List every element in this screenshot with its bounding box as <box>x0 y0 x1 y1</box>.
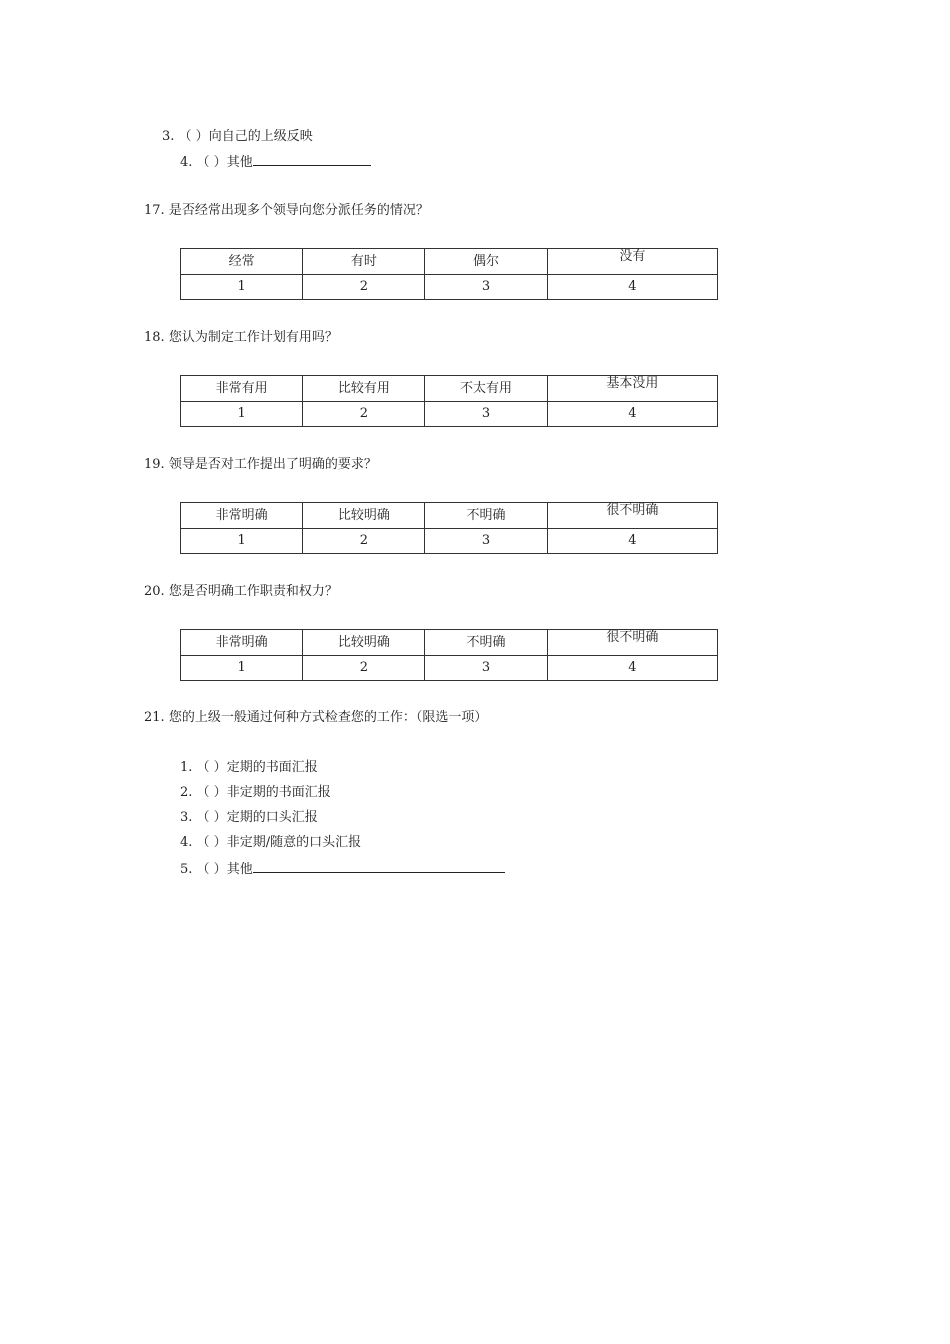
rating-label: 比较明确 <box>303 630 425 656</box>
table-header-row <box>181 630 718 656</box>
rating-table-20 <box>180 629 718 681</box>
question-19 <box>144 456 377 474</box>
question-20 <box>144 583 338 601</box>
option-text: 非定期/随意的口头汇报 <box>226 835 362 850</box>
option-checkbox[interactable]: （ ） <box>196 835 227 850</box>
table-header-row <box>181 503 718 529</box>
option-item <box>180 834 361 852</box>
rating-label: 非常明确 <box>181 630 303 656</box>
option-number: 1. <box>180 760 193 775</box>
table-header-row <box>181 376 718 402</box>
question-number: 18. <box>144 330 165 345</box>
rating-value[interactable]: 2 <box>303 656 425 681</box>
rating-value[interactable]: 4 <box>547 529 717 554</box>
rating-label: 很不明确 <box>547 503 717 529</box>
rating-value[interactable]: 4 <box>547 656 717 681</box>
question-number: 19. <box>144 457 165 472</box>
question-18 <box>144 329 338 347</box>
rating-value[interactable]: 3 <box>425 275 547 300</box>
option-checkbox[interactable]: （ ） <box>178 129 209 144</box>
rating-label: 基本没用 <box>547 376 717 402</box>
option-number: 4. <box>180 835 193 850</box>
question-text: 您的上级一般通过何种方式检查您的工作：（限选一项） <box>168 710 488 725</box>
rating-value[interactable]: 2 <box>303 402 425 427</box>
rating-label: 不明确 <box>425 630 547 656</box>
option-item <box>180 759 318 777</box>
option-text: 非定期的书面汇报 <box>226 785 331 800</box>
rating-table-18 <box>180 375 718 427</box>
option-text: 定期的书面汇报 <box>226 760 318 775</box>
option-checkbox[interactable]: （ ） <box>196 155 227 170</box>
rating-label: 不太有用 <box>425 376 547 402</box>
rating-value[interactable]: 1 <box>181 402 303 427</box>
question-number: 20. <box>144 584 165 599</box>
rating-value[interactable]: 2 <box>303 529 425 554</box>
rating-label: 不明确 <box>425 503 547 529</box>
question-number: 17. <box>144 203 165 218</box>
option-checkbox[interactable]: （ ） <box>196 785 227 800</box>
option-number: 4. <box>180 155 193 170</box>
rating-value[interactable]: 1 <box>181 275 303 300</box>
rating-value[interactable]: 3 <box>425 529 547 554</box>
rating-value[interactable]: 2 <box>303 275 425 300</box>
option-number: 3. <box>180 810 193 825</box>
rating-table-17 <box>180 248 718 300</box>
table-header-row <box>181 249 718 275</box>
rating-label: 经常 <box>181 249 303 275</box>
question-text: 是否经常出现多个领导向您分派任务的情况？ <box>168 203 429 218</box>
rating-value[interactable]: 3 <box>425 402 547 427</box>
rating-value[interactable]: 4 <box>547 275 717 300</box>
option-number: 5. <box>180 862 193 877</box>
rating-label: 非常明确 <box>181 503 303 529</box>
option-number: 3. <box>162 129 175 144</box>
option-text: 其他 <box>226 862 253 877</box>
rating-table-19 <box>180 502 718 554</box>
question-number: 21. <box>144 710 165 725</box>
option-item <box>180 152 371 172</box>
rating-value[interactable]: 1 <box>181 656 303 681</box>
rating-label: 偶尔 <box>425 249 547 275</box>
question-text: 您是否明确工作职责和权力？ <box>168 584 338 599</box>
fill-in-blank[interactable] <box>253 859 505 873</box>
table-value-row <box>181 529 718 554</box>
option-checkbox[interactable]: （ ） <box>196 810 227 825</box>
option-item <box>180 784 331 802</box>
rating-value[interactable]: 4 <box>547 402 717 427</box>
question-text: 您认为制定工作计划有用吗？ <box>168 330 338 345</box>
question-17 <box>144 202 429 220</box>
option-text: 定期的口头汇报 <box>226 810 318 825</box>
rating-label: 非常有用 <box>181 376 303 402</box>
rating-label: 比较明确 <box>303 503 425 529</box>
option-text: 向自己的上级反映 <box>208 129 313 144</box>
table-value-row <box>181 402 718 427</box>
rating-label: 比较有用 <box>303 376 425 402</box>
rating-label: 有时 <box>303 249 425 275</box>
option-checkbox[interactable]: （ ） <box>196 760 227 775</box>
question-21 <box>144 709 487 727</box>
rating-label: 很不明确 <box>547 630 717 656</box>
option-checkbox[interactable]: （ ） <box>196 862 227 877</box>
rating-value[interactable]: 1 <box>181 529 303 554</box>
option-number: 2. <box>180 785 193 800</box>
option-item <box>162 128 313 146</box>
table-value-row <box>181 656 718 681</box>
option-item <box>180 859 505 879</box>
option-item <box>180 809 318 827</box>
option-text: 其他 <box>226 155 253 170</box>
rating-value[interactable]: 3 <box>425 656 547 681</box>
question-text: 领导是否对工作提出了明确的要求？ <box>168 457 377 472</box>
table-value-row <box>181 275 718 300</box>
fill-in-blank[interactable] <box>253 152 371 166</box>
rating-label: 没有 <box>547 249 717 275</box>
